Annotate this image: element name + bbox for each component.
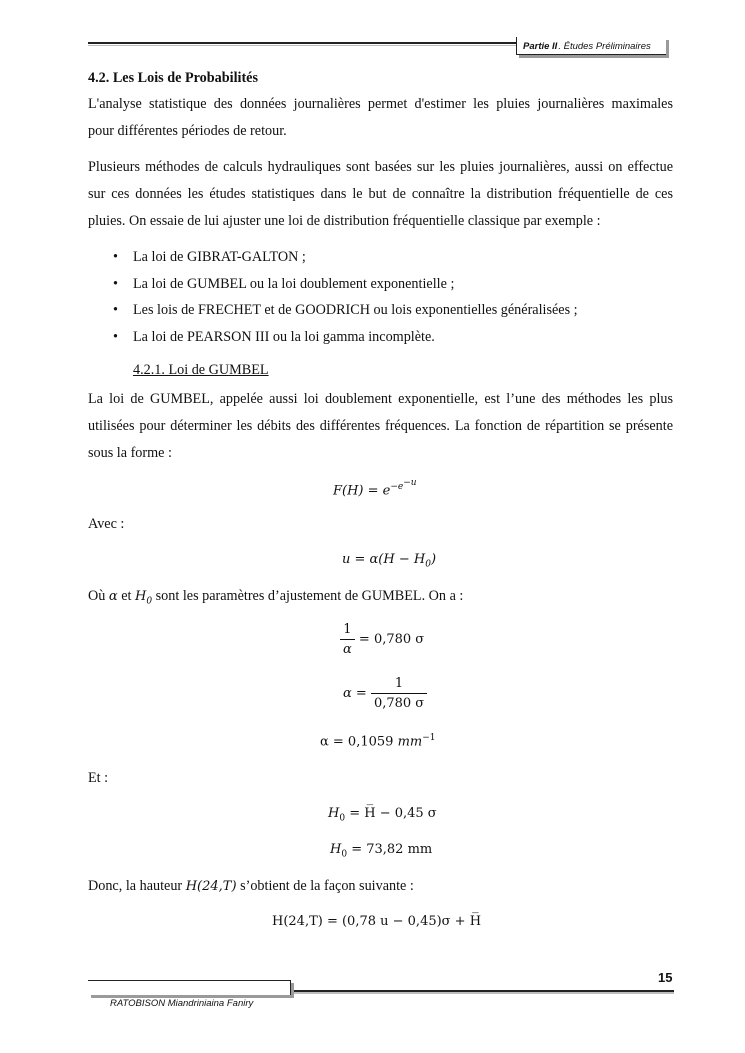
subsection-title: 4.2.1. Loi de GUMBEL — [133, 362, 269, 378]
list-item: • Les lois de FRECHET et de GOODRICH ou lois exponentielles généralisées ; — [113, 302, 578, 318]
running-header — [516, 37, 666, 55]
gumbel-intro: La loi de GUMBEL, appelée aussi loi doublement exponentielle, est l’une des méthodes les plus utilisées pour déterminer les débits des différentes fréquences. La fonction de répartition se présente sous la forme : — [88, 391, 673, 461]
list-item: • La loi de GUMBEL ou la loi doublement exponentielle ; — [113, 275, 455, 292]
donc-sentence: Donc, la hauteur H(24,T) s’obtient de la façon suivante : — [88, 878, 414, 894]
equation-final-height: H(24,T) = (0,78 u − 0,45)σ + H̅ — [272, 914, 482, 929]
parameters-sentence: Où α et $H_0$ sont les paramètres d’ajustement de GUMBEL. On a : — [88, 588, 464, 607]
header-rule — [88, 42, 516, 44]
equation-distribution: $F(H) = e^{-e^{-u}}$ — [333, 478, 417, 499]
equation-u: $u = \alpha(H - H_0)$ — [342, 552, 437, 570]
equation-alpha-value: α = 0,1059 $mm^{-1}$ — [320, 733, 436, 750]
para1-line2: pour différentes périodes de retour. — [88, 123, 287, 139]
page-number: 15 — [658, 970, 673, 985]
para2: Plusieurs méthodes de calculs hydrauliques sont basées sur les pluies journalières, aussi on effectue sur ces données les études statistiques dans le but de connaître la distribution fréquentielle de ces pluies. On essaie de lui ajuster une loi de distribution fréquentielle classique par exemple : — [88, 159, 673, 229]
law-list — [105, 244, 578, 350]
para1-line1: L'analyse statistique des données journalières permet d'estimer les pluies journalières maximales — [88, 96, 673, 112]
footer-box — [88, 980, 291, 995]
header-rule-shadow — [88, 45, 516, 46]
avec-label: Avec : — [88, 516, 125, 532]
section-title: 4.2. Les Lois de Probabilités — [88, 70, 259, 86]
footer-rule — [290, 990, 674, 992]
equation-h0-formula: $H_0$ = H̅ − 0,45 σ — [328, 806, 437, 824]
footer-author: RATOBISON Miandriniaina Faniry — [110, 998, 254, 1009]
equation-alpha-fraction: α = $\frac{1}{0,780 \sigma}$ — [343, 676, 427, 711]
list-item: • La loi de PEARSON III ou la loi gamma incomplète. — [113, 328, 435, 345]
list-item: • La loi de GIBRAT-GALTON ; — [113, 249, 306, 265]
header-title: . Études Préliminaires — [558, 41, 651, 52]
equation-h0-value: $H_0 = 73,82$ mm — [330, 842, 433, 860]
equation-inverse-alpha: $\frac{1}{\alpha}$ = 0,780 σ — [340, 622, 424, 657]
et-label: Et : — [88, 770, 109, 786]
header-part: Partie II — [523, 41, 558, 52]
